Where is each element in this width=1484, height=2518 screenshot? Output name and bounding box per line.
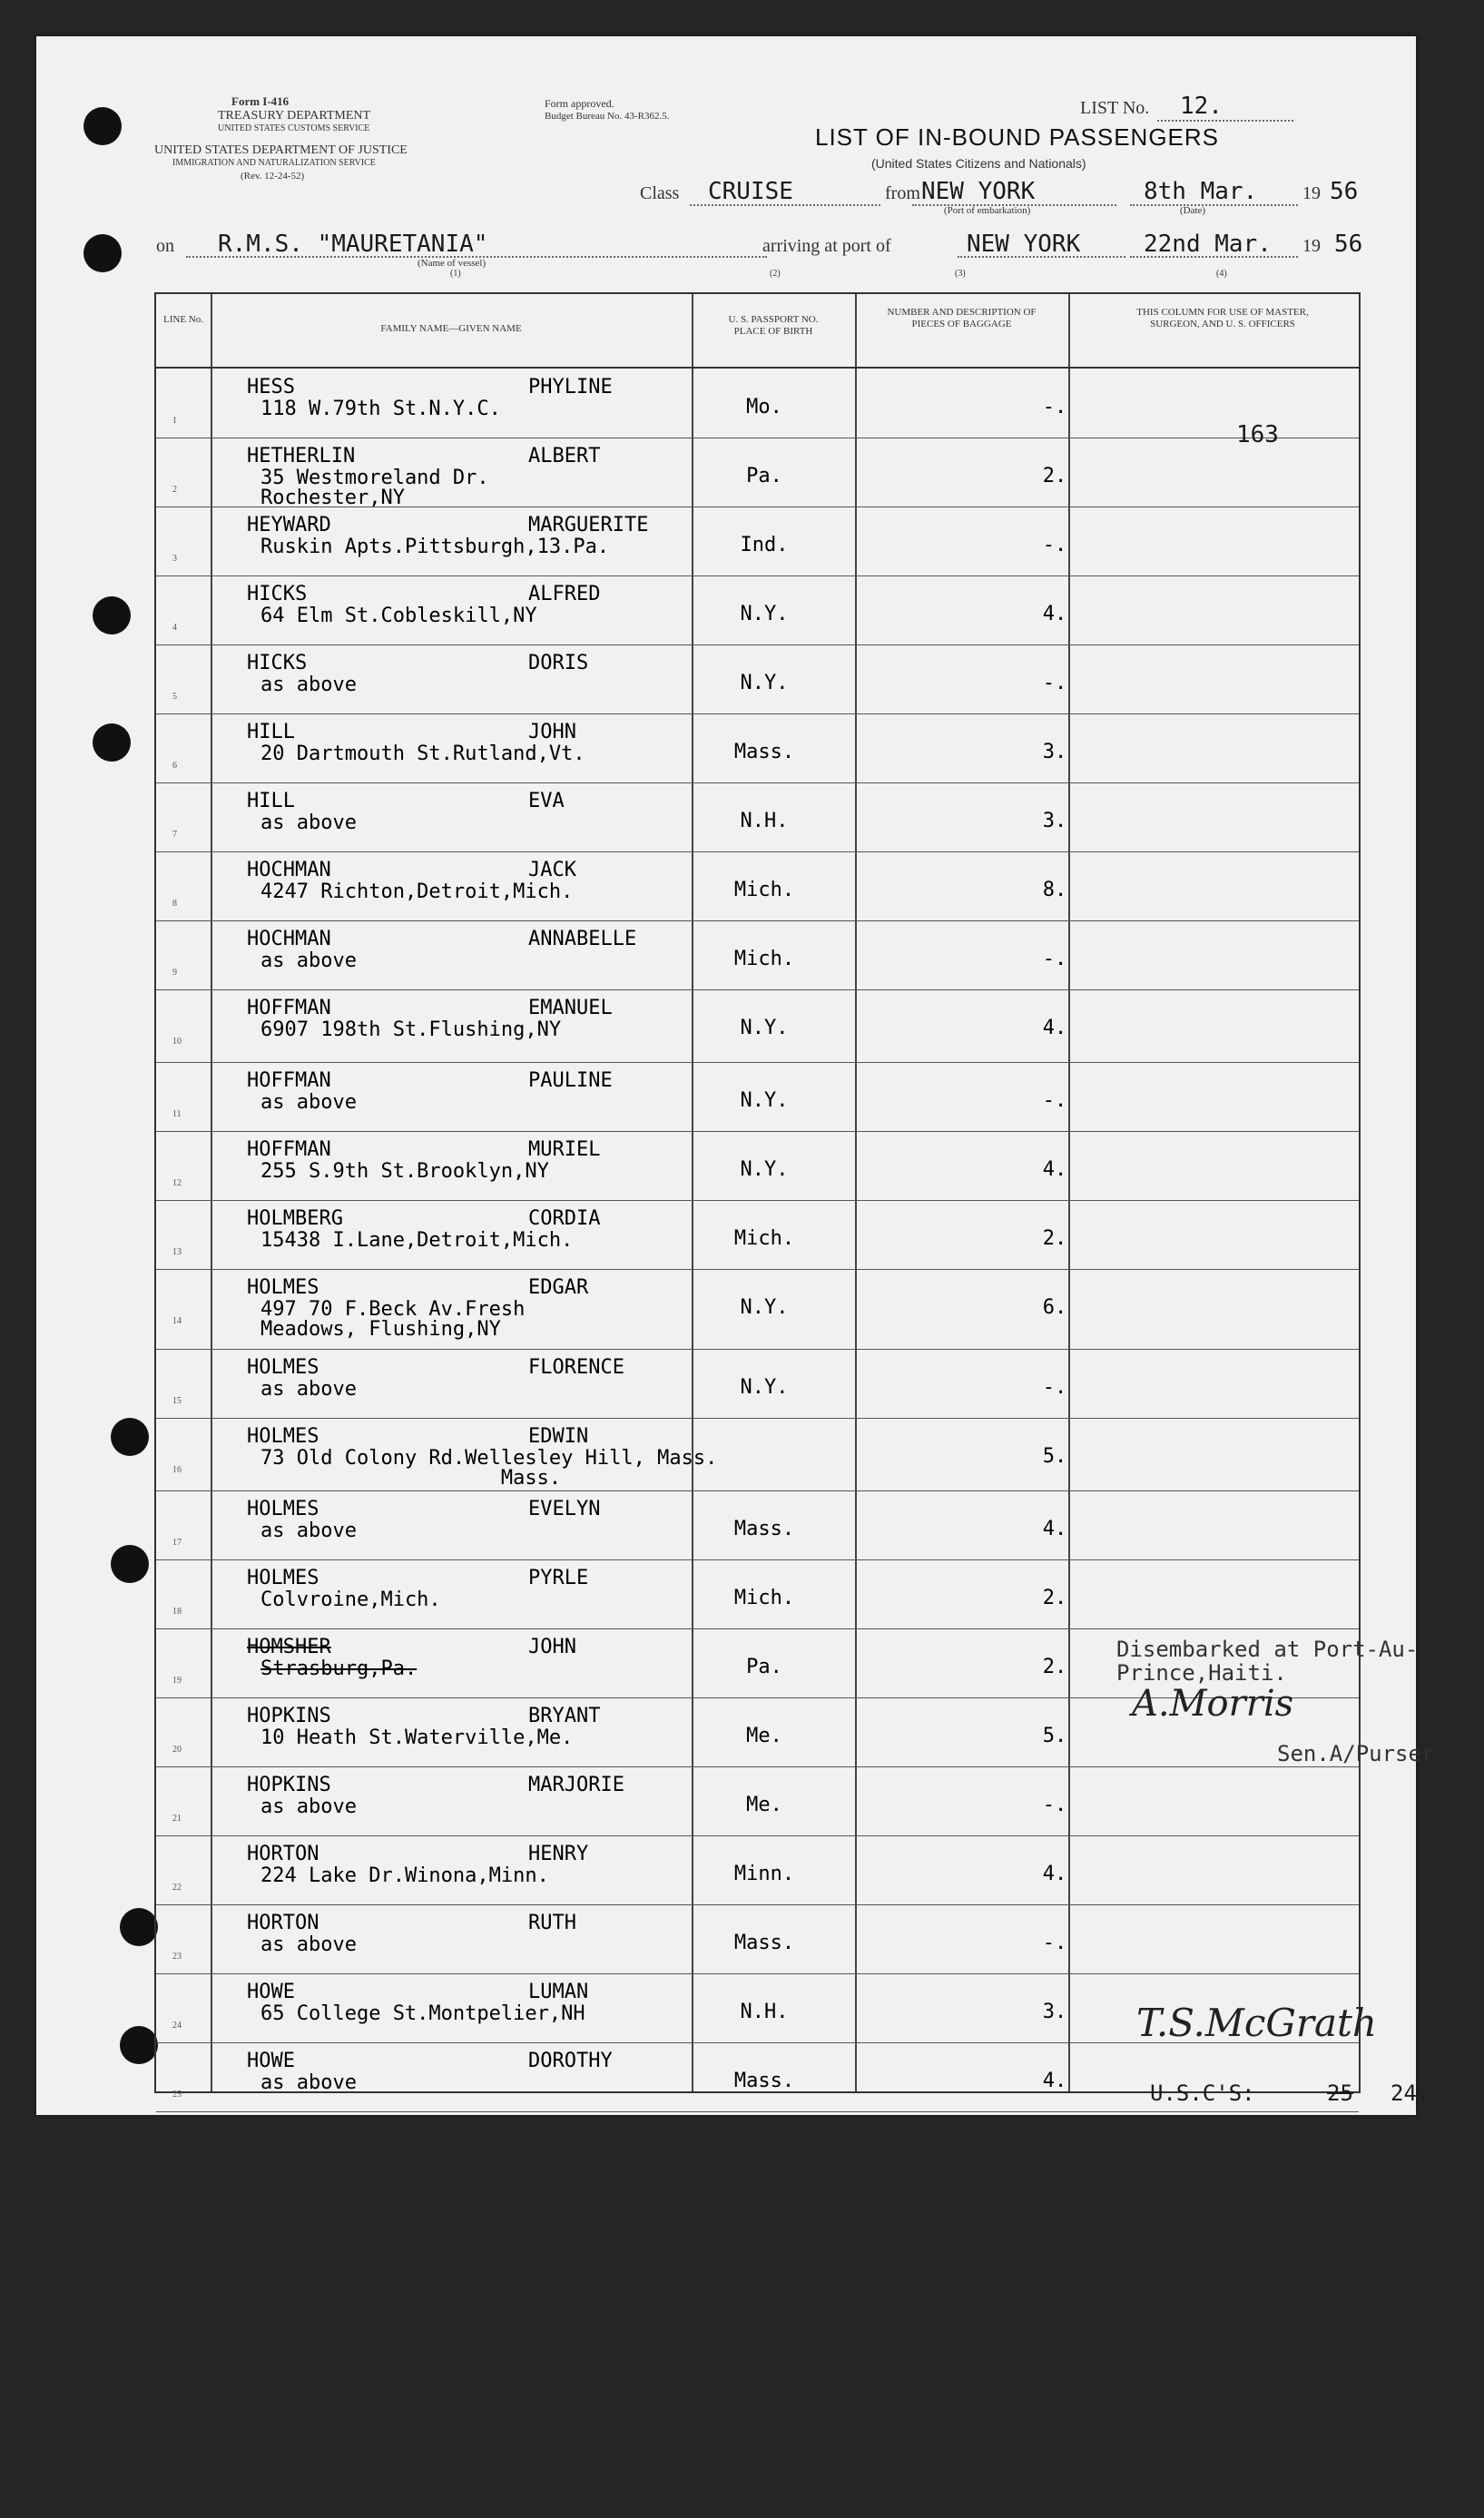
place-of-birth: Pa. xyxy=(746,1656,782,1678)
punch-hole xyxy=(111,1418,149,1456)
table-row xyxy=(156,1904,1359,1974)
table-row xyxy=(156,782,1359,852)
form-approved: Form approved. xyxy=(545,97,614,110)
table-row xyxy=(156,1200,1359,1270)
family-name: HICKS xyxy=(247,583,308,605)
family-name: HOCHMAN xyxy=(247,928,331,950)
officer-signature: A.Morris xyxy=(1132,1683,1294,1725)
table-row xyxy=(156,851,1359,921)
table-row xyxy=(156,507,1359,576)
class-label: Class xyxy=(640,183,680,203)
vessel-name: R.M.S. "MAURETANIA" xyxy=(218,231,488,258)
place-of-birth: N.Y. xyxy=(740,1158,789,1181)
line-number: 18 xyxy=(172,1607,182,1617)
baggage-count: 4. xyxy=(1042,1017,1067,1039)
line-number: 19 xyxy=(172,1676,182,1686)
punch-hole xyxy=(120,2026,158,2064)
baggage-count: 2. xyxy=(1042,1656,1067,1678)
given-name: RUTH xyxy=(528,1912,576,1934)
table-row xyxy=(156,438,1359,507)
place-of-birth: Me. xyxy=(746,1794,782,1816)
punch-hole xyxy=(84,234,122,272)
place-of-birth: N.Y. xyxy=(740,603,789,625)
baggage-count: 3. xyxy=(1042,810,1067,832)
address: 118 W.79th St.N.Y.C. xyxy=(260,398,501,420)
address: 65 College St.Montpelier,NH xyxy=(260,2002,585,2025)
uscs-count: 24. xyxy=(1391,2080,1430,2106)
punch-hole xyxy=(111,1545,149,1583)
col-name: FAMILY NAME—GIVEN NAME xyxy=(380,323,522,334)
list-number: 12. xyxy=(1180,93,1223,120)
family-name: HORTON xyxy=(247,1843,319,1865)
family-name: HILL xyxy=(247,721,295,743)
line-number: 15 xyxy=(172,1396,182,1406)
baggage-count: 2. xyxy=(1042,1227,1067,1250)
baggage-count: -. xyxy=(1042,396,1067,418)
given-name: EMANUEL xyxy=(528,997,613,1019)
family-name: HOLMES xyxy=(247,1276,319,1299)
baggage-count: -. xyxy=(1042,672,1067,694)
place-of-birth: Mich. xyxy=(733,948,795,970)
given-name: ALBERT xyxy=(528,445,601,467)
baggage-count: 6. xyxy=(1042,1296,1067,1319)
baggage-count: -. xyxy=(1042,534,1067,556)
address: 64 Elm St.Cobleskill,NY xyxy=(260,605,537,627)
year-prefix: 19 xyxy=(1302,183,1321,203)
port-embarkation-caption: (Port of embarkation) xyxy=(944,205,1031,216)
line-number: 20 xyxy=(172,1745,182,1755)
baggage-count: 4. xyxy=(1042,1158,1067,1181)
address: 20 Dartmouth St.Rutland,Vt. xyxy=(260,743,585,765)
baggage-count: -. xyxy=(1042,1794,1067,1816)
given-name: JACK xyxy=(528,859,576,881)
table-row xyxy=(156,575,1359,645)
passenger-table xyxy=(154,292,1435,2106)
punch-hole xyxy=(84,107,122,145)
table-row xyxy=(156,1766,1359,1836)
family-name: HOPKINS xyxy=(247,1705,331,1727)
place-of-birth: Mich. xyxy=(733,879,795,901)
family-name: HOFFMAN xyxy=(247,997,331,1019)
baggage-count: 4. xyxy=(1042,603,1067,625)
place-of-birth: Mass. xyxy=(733,2070,795,2092)
purser-title: Sen.A/Purser xyxy=(1277,1741,1435,1766)
line-number: 24 xyxy=(172,2021,182,2031)
form-number: Form I-416 xyxy=(231,94,290,108)
address: as above xyxy=(260,674,357,696)
family-name: HEYWARD xyxy=(247,514,331,536)
place-of-birth: Mass. xyxy=(733,1932,795,1954)
baggage-count: -. xyxy=(1042,1089,1067,1112)
cap-4: (4) xyxy=(1216,269,1227,279)
address: 35 Westmoreland Dr. Rochester,NY xyxy=(260,467,489,509)
given-name: EVELYN xyxy=(528,1498,601,1520)
line-number: 25 xyxy=(172,2090,182,2100)
family-name: HOLMES xyxy=(247,1356,319,1379)
place-of-birth: N.Y. xyxy=(740,1296,789,1319)
col-passport: U. S. PASSPORT NO. PLACE OF BIRTH xyxy=(728,314,819,337)
baggage-count: 2. xyxy=(1042,465,1067,487)
baggage-count: 5. xyxy=(1042,1725,1067,1747)
vessel-caption: (Name of vessel) xyxy=(418,258,486,269)
line-number: 17 xyxy=(172,1538,182,1548)
address: 73 Old Colony Rd.Wellesley Hill, Mass. Mass. xyxy=(260,1447,718,1490)
given-name: CORDIA xyxy=(528,1207,601,1230)
family-name: HESS xyxy=(247,376,295,398)
family-name: HOMSHER xyxy=(247,1636,331,1658)
given-name: ALFRED xyxy=(528,583,601,605)
place-of-birth: Mich. xyxy=(733,1587,795,1609)
table-row xyxy=(156,1131,1359,1201)
table-row xyxy=(156,1490,1359,1560)
place-of-birth: Minn. xyxy=(733,1863,795,1885)
place-of-birth: N.Y. xyxy=(740,1089,789,1112)
baggage-count: -. xyxy=(1042,1376,1067,1399)
table-row xyxy=(156,1559,1359,1629)
address: Strasburg,Pa. xyxy=(260,1657,418,1680)
line-number: 8 xyxy=(172,899,177,909)
given-name: PYRLE xyxy=(528,1567,589,1589)
given-name: PHYLINE xyxy=(528,376,613,398)
cap-2: (2) xyxy=(770,269,781,279)
address: 4247 Richton,Detroit,Mich. xyxy=(260,880,574,903)
given-name: JOHN xyxy=(528,721,576,743)
line-number: 7 xyxy=(172,830,177,840)
address: 10 Heath St.Waterville,Me. xyxy=(260,1726,574,1749)
address: Ruskin Apts.Pittsburgh,13.Pa. xyxy=(260,536,610,558)
family-name: HETHERLIN xyxy=(247,445,356,467)
arrival-year-prefix: 19 xyxy=(1302,236,1321,256)
family-name: HOLMES xyxy=(247,1425,319,1448)
address: Colvroine,Mich. xyxy=(260,1589,441,1611)
uscs-struck-count: 25 xyxy=(1327,2080,1353,2106)
family-name: HOPKINS xyxy=(247,1774,331,1796)
table-row xyxy=(156,644,1359,714)
dept-treasury: TREASURY DEPARTMENT xyxy=(218,109,371,123)
dept-immigration: IMMIGRATION AND NATURALIZATION SERVICE xyxy=(172,158,376,168)
address: 15438 I.Lane,Detroit,Mich. xyxy=(260,1229,574,1252)
on-label: on xyxy=(156,236,174,256)
place-of-birth: Pa. xyxy=(746,465,782,487)
line-number: 12 xyxy=(172,1178,182,1188)
departure-date: 8th Mar. xyxy=(1144,178,1258,205)
class-value: CRUISE xyxy=(708,178,793,205)
address: 224 Lake Dr.Winona,Minn. xyxy=(260,1864,549,1887)
cap-3: (3) xyxy=(955,269,966,279)
family-name: HICKS xyxy=(247,652,308,674)
table-row xyxy=(156,713,1359,783)
given-name: LUMAN xyxy=(528,1981,589,2003)
line-number: 16 xyxy=(172,1465,182,1475)
place-of-birth: Mo. xyxy=(746,396,782,418)
baggage-count: 3. xyxy=(1042,2001,1067,2023)
line-number: 23 xyxy=(172,1952,182,1962)
line-number: 2 xyxy=(172,485,177,495)
place-of-birth: N.Y. xyxy=(740,672,789,694)
given-name: JOHN xyxy=(528,1636,576,1658)
baggage-count: 4. xyxy=(1042,1863,1067,1885)
given-name: DOROTHY xyxy=(528,2050,613,2072)
given-name: BRYANT xyxy=(528,1705,601,1727)
cap-1: (1) xyxy=(450,269,461,279)
list-number-label: LIST No. xyxy=(1080,98,1150,118)
baggage-count: 8. xyxy=(1042,879,1067,901)
uscs-signature: T.S.McGrath xyxy=(1136,2001,1377,2045)
given-name: EDWIN xyxy=(528,1425,589,1448)
arriving-label: arriving at port of xyxy=(762,236,891,256)
from-label: from xyxy=(885,183,920,203)
line-number: 4 xyxy=(172,623,177,633)
address: 255 S.9th St.Brooklyn,NY xyxy=(260,1160,549,1183)
family-name: HOLMES xyxy=(247,1567,319,1589)
baggage-count: 5. xyxy=(1042,1445,1067,1468)
line-number: 5 xyxy=(172,692,177,702)
baggage-count: -. xyxy=(1042,1932,1067,1954)
disembarked-note: Disembarked at Port-Au- Prince,Haiti. xyxy=(1116,1637,1419,1686)
family-name: HOWE xyxy=(247,2050,295,2072)
place-of-birth: Ind. xyxy=(740,534,789,556)
line-number: 1 xyxy=(172,416,177,426)
arrival-port: NEW YORK xyxy=(967,231,1081,258)
family-name: HOLMES xyxy=(247,1498,319,1520)
punch-hole xyxy=(93,723,131,762)
given-name: HENRY xyxy=(528,1843,589,1865)
address: as above xyxy=(260,811,357,834)
line-number: 10 xyxy=(172,1037,182,1047)
col-line: LINE No. xyxy=(163,314,203,325)
col-officers: THIS COLUMN FOR USE OF MASTER, SURGEON, AND U. S. OFFICERS xyxy=(1136,307,1309,330)
family-name: HOCHMAN xyxy=(247,859,331,881)
table-row xyxy=(156,1062,1359,1132)
punch-hole xyxy=(120,1908,158,1946)
family-name: HOLMBERG xyxy=(247,1207,343,1230)
table-row xyxy=(156,1835,1359,1905)
family-name: HORTON xyxy=(247,1912,319,1934)
place-of-birth: Mich. xyxy=(733,1227,795,1250)
passenger-count: 163 xyxy=(1236,421,1279,448)
given-name: FLORENCE xyxy=(528,1356,624,1379)
punch-hole xyxy=(93,596,131,634)
from-value: NEW YORK xyxy=(921,178,1036,205)
table-row xyxy=(156,369,1359,438)
place-of-birth: Mass. xyxy=(733,741,795,763)
place-of-birth: N.Y. xyxy=(740,1017,789,1039)
table-row xyxy=(156,1418,1359,1491)
place-of-birth: Me. xyxy=(746,1725,782,1747)
line-number: 6 xyxy=(172,761,177,771)
given-name: MARJORIE xyxy=(528,1774,624,1796)
line-number: 3 xyxy=(172,554,177,564)
table-row xyxy=(156,920,1359,990)
address: 6907 198th St.Flushing,NY xyxy=(260,1018,562,1041)
page-title: LIST OF IN-BOUND PASSENGERS xyxy=(815,123,1220,151)
dept-customs: UNITED STATES CUSTOMS SERVICE xyxy=(218,123,370,133)
baggage-count: 3. xyxy=(1042,741,1067,763)
date-caption: (Date) xyxy=(1180,205,1206,216)
place-of-birth: Mass. xyxy=(733,1518,795,1540)
line-number: 22 xyxy=(172,1883,182,1893)
line-number: 21 xyxy=(172,1814,182,1824)
given-name: EDGAR xyxy=(528,1276,589,1299)
dept-justice: UNITED STATES DEPARTMENT OF JUSTICE xyxy=(154,143,408,157)
given-name: MURIEL xyxy=(528,1138,601,1161)
line-number: 11 xyxy=(172,1109,182,1119)
table-row xyxy=(156,989,1359,1063)
given-name: EVA xyxy=(528,790,565,812)
given-name: PAULINE xyxy=(528,1069,613,1092)
table-row xyxy=(156,1269,1359,1350)
place-of-birth: N.H. xyxy=(740,2001,789,2023)
table-header xyxy=(156,294,1359,369)
baggage-count: 2. xyxy=(1042,1587,1067,1609)
place-of-birth: N.H. xyxy=(740,810,789,832)
address: as above xyxy=(260,1091,357,1114)
manifest-page xyxy=(36,36,1435,2115)
arrival-date: 22nd Mar. xyxy=(1144,231,1272,258)
table-row xyxy=(156,1349,1359,1419)
family-name: HOWE xyxy=(247,1981,295,2003)
baggage-count: 4. xyxy=(1042,2070,1067,2092)
baggage-count: 4. xyxy=(1042,1518,1067,1540)
given-name: ANNABELLE xyxy=(528,928,637,950)
line-number: 14 xyxy=(172,1316,182,1326)
given-name: MARGUERITE xyxy=(528,514,649,536)
given-name: DORIS xyxy=(528,652,589,674)
page-subtitle: (United States Citizens and Nationals) xyxy=(871,156,1086,171)
place-of-birth: N.Y. xyxy=(740,1376,789,1399)
form-revision: (Rev. 12-24-52) xyxy=(241,171,305,182)
departure-year: 56 xyxy=(1330,178,1359,205)
address: as above xyxy=(260,1378,357,1401)
line-number: 9 xyxy=(172,968,177,978)
arrival-year: 56 xyxy=(1334,231,1363,258)
address: as above xyxy=(260,949,357,972)
line-number: 13 xyxy=(172,1247,182,1257)
address: as above xyxy=(260,2071,357,2094)
col-baggage: NUMBER AND DESCRIPTION OF PIECES OF BAGGAGE xyxy=(887,307,1037,330)
family-name: HILL xyxy=(247,790,295,812)
budget-bureau: Budget Bureau No. 43-R362.5. xyxy=(545,111,670,122)
address: 497 70 F.Beck Av.Fresh Meadows, Flushing,NY xyxy=(260,1298,526,1341)
uscs-label: U.S.C'S: xyxy=(1150,2080,1255,2106)
family-name: HOFFMAN xyxy=(247,1138,331,1161)
address: as above xyxy=(260,1520,357,1542)
baggage-count: -. xyxy=(1042,948,1067,970)
family-name: HOFFMAN xyxy=(247,1069,331,1092)
address: as above xyxy=(260,1933,357,1956)
address: as above xyxy=(260,1795,357,1818)
